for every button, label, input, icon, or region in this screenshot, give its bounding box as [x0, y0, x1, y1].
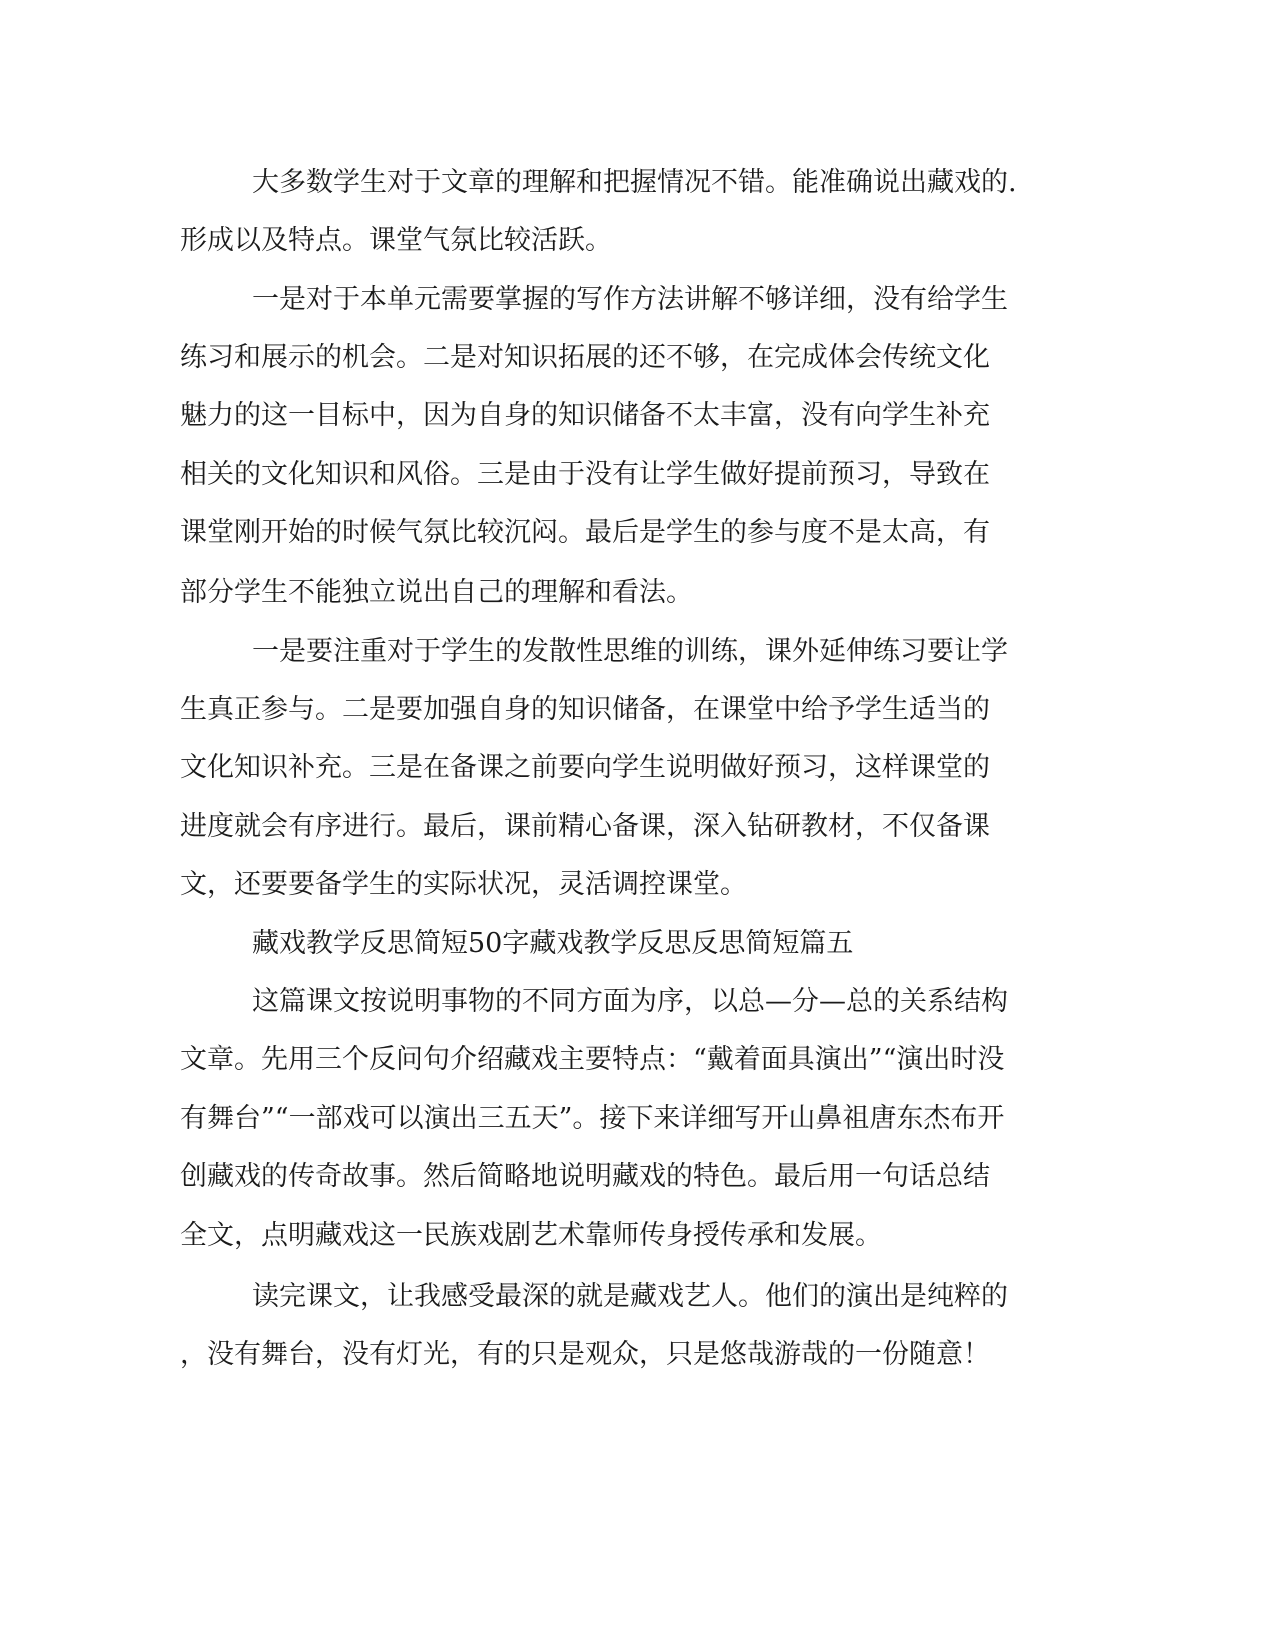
text-line: 这篇课文按说明事物的不同方面为序，以总—分—总的关系结构: [252, 986, 1008, 1017]
text-line: 一是对于本单元需要掌握的写作方法讲解不够详细，没有给学生: [252, 284, 1008, 315]
text-line: 魅力的这一目标中，因为自身的知识储备不太丰富，没有向学生补充: [180, 400, 990, 431]
text-line: 文，还要要备学生的实际状况，灵活调控课堂。: [180, 869, 747, 900]
text-line: 生真正参与。二是要加强自身的知识储备，在课堂中给予学生适当的: [180, 694, 990, 725]
text-line: 文化知识补充。三是在备课之前要向学生说明做好预习，这样课堂的: [180, 752, 990, 783]
text-line: 练习和展示的机会。二是对知识拓展的还不够，在完成体会传统文化: [180, 342, 990, 373]
text-line: 形成以及特点。课堂气氛比较活跃。: [180, 225, 612, 256]
text-line: 创藏戏的传奇故事。然后简略地说明藏戏的特色。最后用一句话总结: [180, 1161, 990, 1192]
section-heading: 藏戏教学反思简短50字藏戏教学反思反思简短篇五: [252, 928, 854, 959]
text-line: 读完课文，让我感受最深的就是藏戏艺人。他们的演出是纯粹的: [252, 1281, 1008, 1312]
text-line: 有舞台”“一部戏可以演出三五天”。接下来详细写开山鼻祖唐东杰布开: [180, 1103, 1005, 1134]
text-line: 课堂刚开始的时候气氛比较沉闷。最后是学生的参与度不是太高，有: [180, 517, 990, 548]
text-line: 部分学生不能独立说出自己的理解和看法。: [180, 577, 693, 608]
text-line: ，没有舞台，没有灯光，有的只是观众，只是悠哉游哉的一份随意！: [180, 1339, 990, 1370]
text-line: 相关的文化知识和风俗。三是由于没有让学生做好提前预习，导致在: [180, 459, 990, 490]
text-line: 文章。先用三个反问句介绍藏戏主要特点：“戴着面具演出”“演出时没: [180, 1044, 1005, 1075]
text-line: 进度就会有序进行。最后，课前精心备课，深入钻研教材，不仅备课: [180, 811, 990, 842]
text-line: 全文，点明藏戏这一民族戏剧艺术靠师传身授传承和发展。: [180, 1220, 882, 1251]
text-line: 大多数学生对于文章的理解和把握情况不错。能准确说出藏戏的.: [252, 167, 1017, 198]
text-line: 一是要注重对于学生的发散性思维的训练，课外延伸练习要让学: [252, 636, 1008, 667]
